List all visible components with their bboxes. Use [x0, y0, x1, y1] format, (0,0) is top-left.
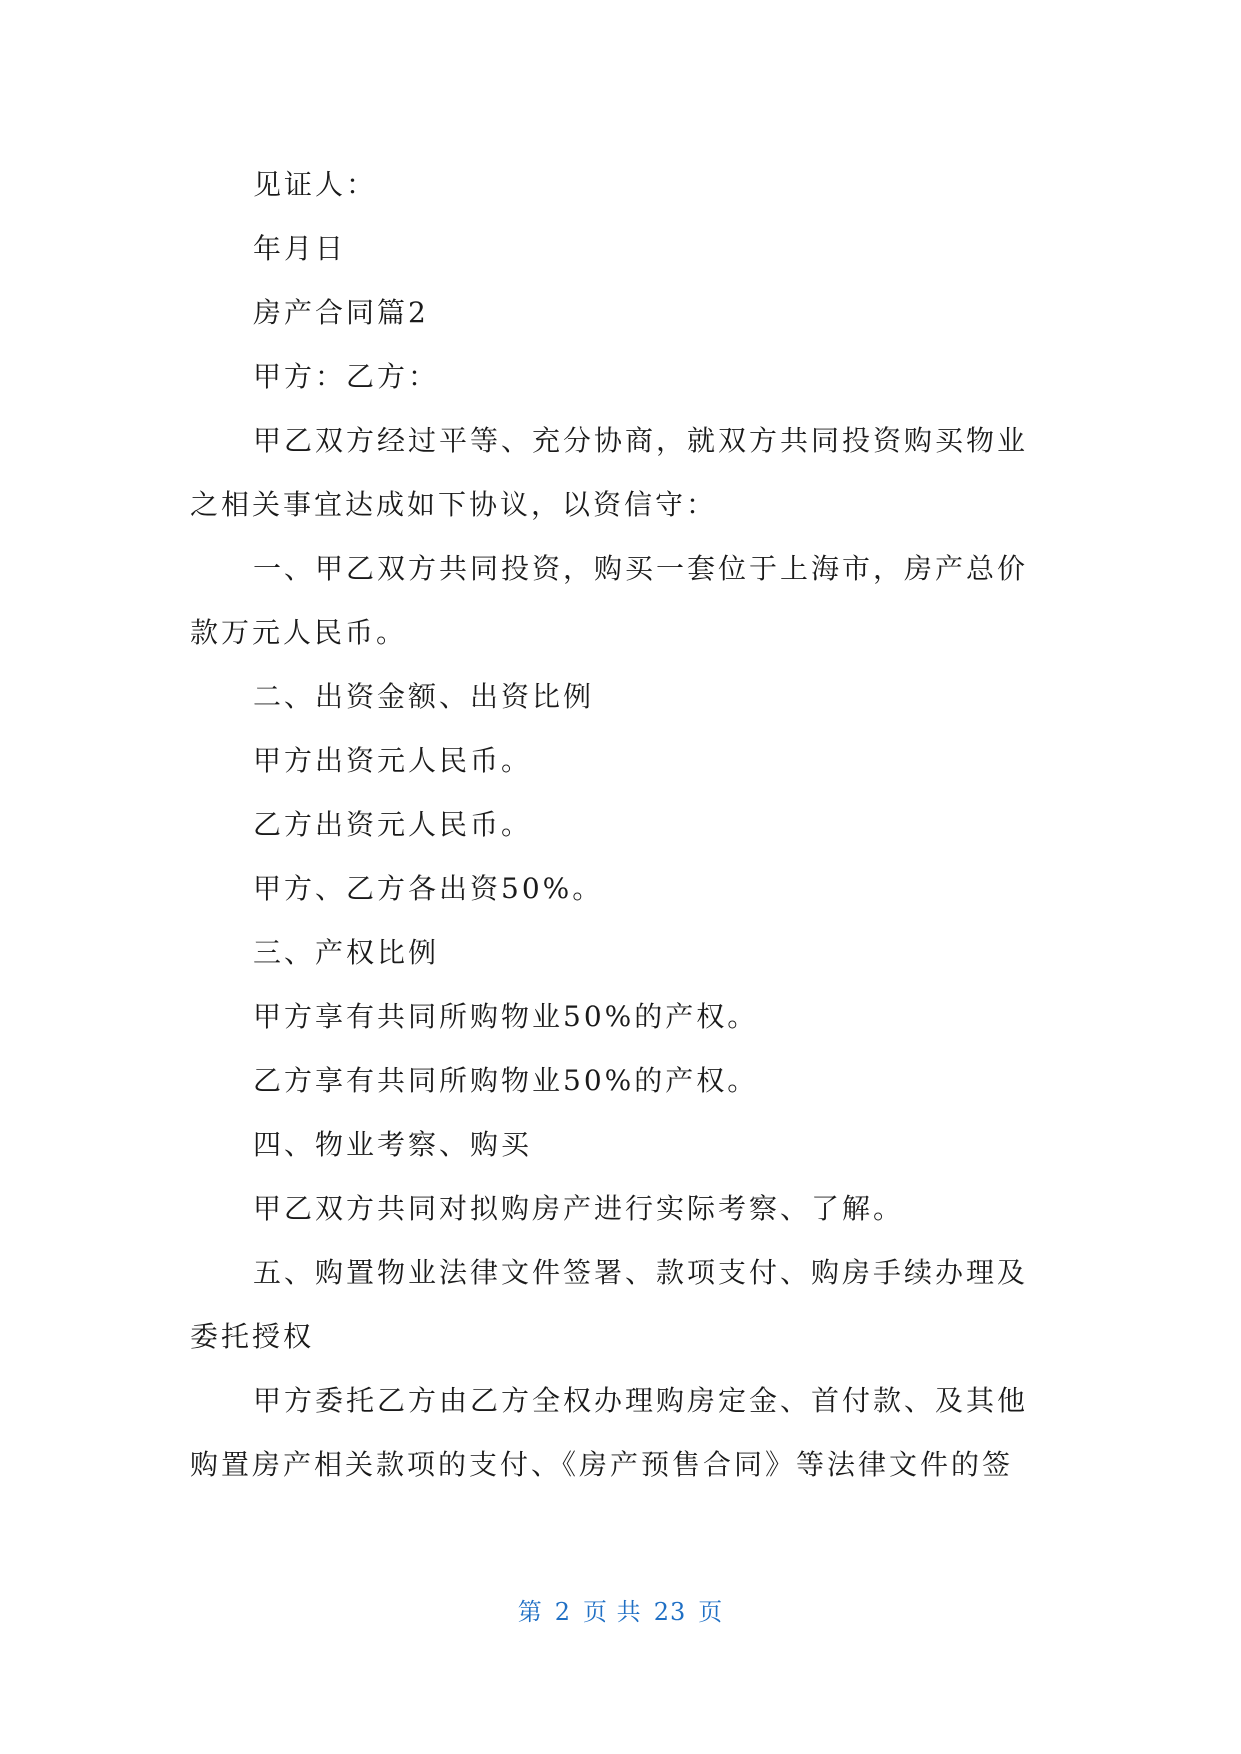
section-title: 房产合同篇2	[253, 296, 429, 329]
page-number: 2	[554, 1598, 572, 1626]
footer-prefix: 第	[517, 1598, 543, 1626]
paragraph-line: 甲方享有共同所购物业50%的产权。	[253, 1000, 759, 1033]
paragraph-line: 之相关事宜达成如下协议，以资信守：	[190, 488, 718, 521]
paragraph-line: 甲方出资元人民币。	[253, 744, 533, 777]
parties-line: 甲方：乙方：	[253, 360, 440, 393]
clause-heading: 二、出资金额、出资比例	[253, 680, 595, 713]
paragraph-line: 乙方享有共同所购物业50%的产权。	[253, 1064, 759, 1097]
clause-heading: 委托授权	[190, 1320, 315, 1353]
page-footer	[0, 1596, 1241, 1628]
clause-heading: 五、购置物业法律文件签署、款项支付、购房手续办理及	[253, 1256, 1029, 1289]
paragraph-line: 甲方委托乙方由乙方全权办理购房定金、首付款、及其他	[253, 1384, 1029, 1417]
clause-heading: 三、产权比例	[253, 936, 440, 969]
paragraph-line: 款万元人民币。	[190, 616, 408, 649]
footer-suffix: 页	[698, 1598, 724, 1626]
paragraph-line: 一、甲乙双方共同投资，购买一套位于上海市，房产总价	[253, 552, 1029, 585]
page-total: 23	[653, 1598, 687, 1626]
footer-middle: 页 共	[583, 1598, 642, 1626]
paragraph-line: 乙方出资元人民币。	[253, 808, 533, 841]
paragraph-line: 购置房产相关款项的支付、《房产预售合同》等法律文件的签	[190, 1448, 1014, 1481]
paragraph-line: 甲方、乙方各出资50%。	[253, 872, 604, 905]
paragraph-line: 甲乙双方经过平等、充分协商，就双方共同投资购买物业	[253, 424, 1029, 457]
date-line: 年月日	[253, 232, 347, 265]
clause-heading: 四、物业考察、购买	[253, 1128, 533, 1161]
witness-line: 见证人：	[253, 168, 378, 201]
paragraph-line: 甲乙双方共同对拟购房产进行实际考察、了解。	[253, 1192, 905, 1225]
